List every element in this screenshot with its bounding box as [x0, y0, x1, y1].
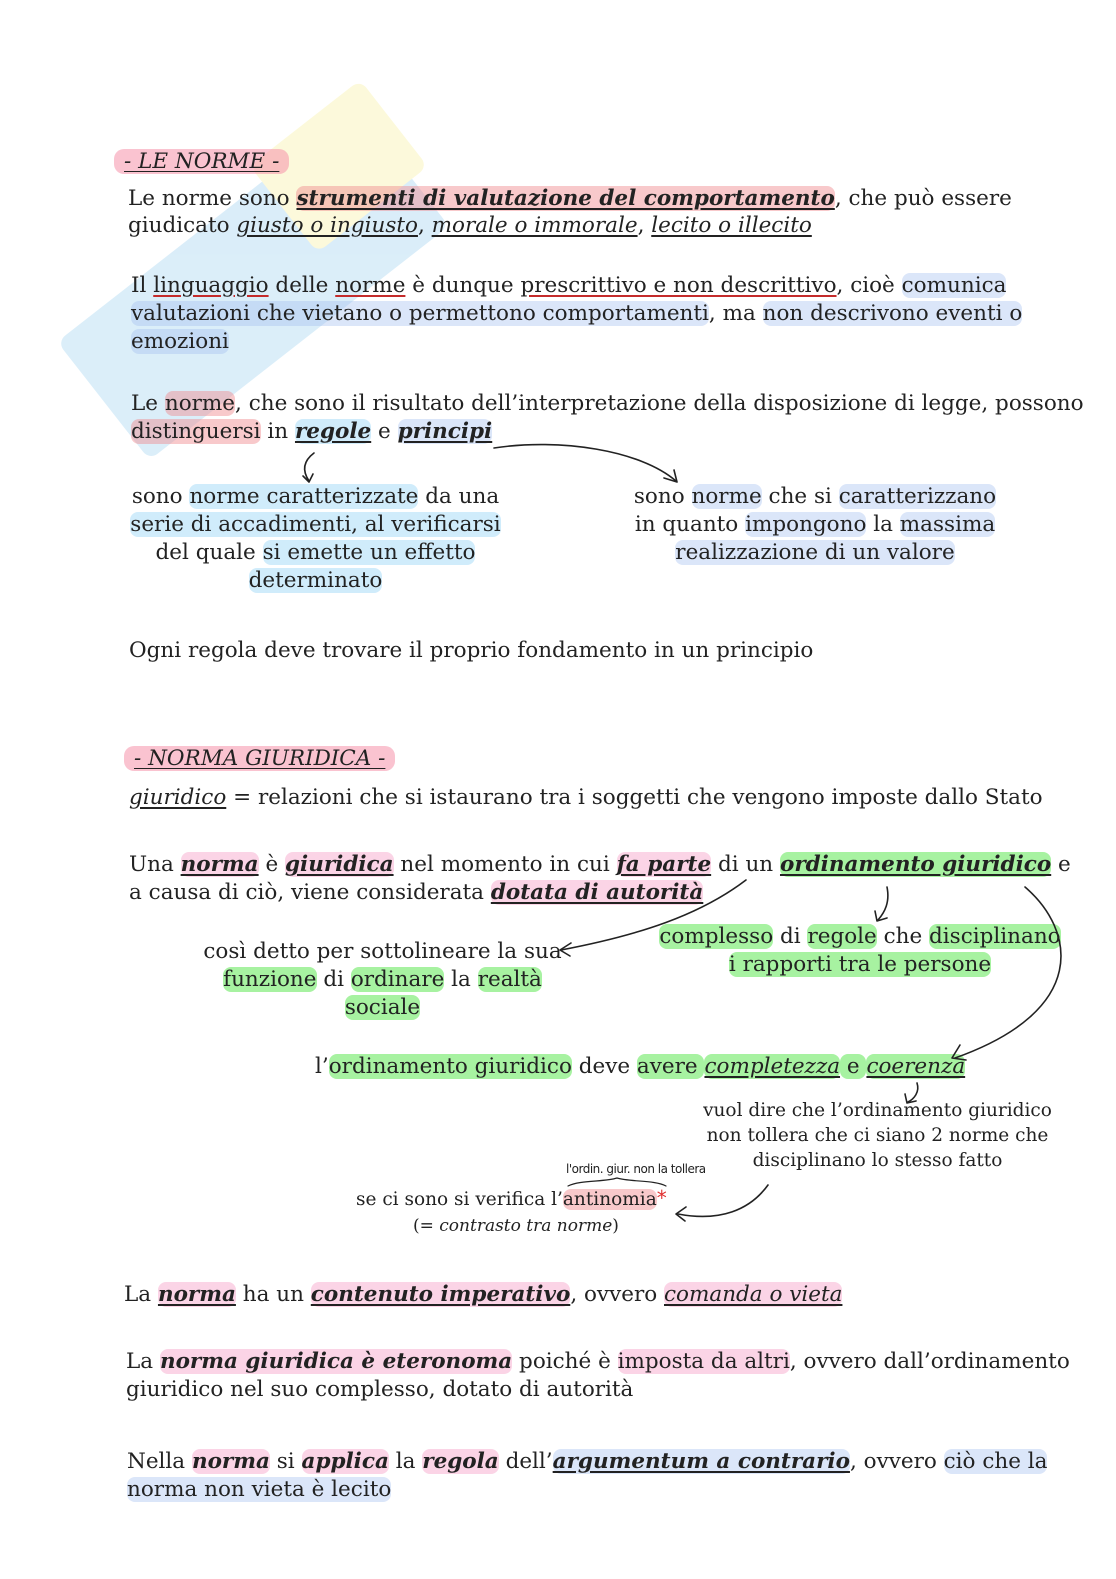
note-autorita: [190, 938, 575, 1022]
section-title-le-norme: - LE NORME -: [114, 148, 289, 176]
antinomia-definition: (= contrasto tra norme): [413, 1216, 619, 1236]
note-autorita-line3: sociale: [344, 995, 421, 1020]
asterisk-icon: *: [656, 1186, 667, 1210]
arrow-to-principi-def: [494, 445, 677, 482]
note-autorita-line2: funzione di ordinare la realtà: [223, 967, 542, 992]
paragraph-eteronoma-line2: giuridico nel suo complesso, dotato di autorità: [126, 1377, 634, 1402]
antinomia-line: se ci sono si verifica l’antinomia*: [356, 1186, 667, 1210]
paragraph-linguaggio-line3: emozioni: [131, 329, 229, 354]
regole-line2: serie di accadimenti, al verificarsi: [130, 512, 501, 537]
paragraph-argumentum-line2: norma non vieta è lecito: [127, 1477, 392, 1502]
principi-line1: sono norme che si caratterizzano: [633, 484, 997, 509]
arrow-ordinamento-note: [875, 887, 888, 921]
note-autorita-line1: così detto per sottolineare la sua: [203, 939, 562, 964]
paragraph-fondamento: Ogni regola deve trovare il proprio fondamento in un principio: [129, 638, 814, 663]
section-title-norma-giuridica: - NORMA GIURIDICA -: [124, 745, 395, 773]
paragraph-norma-giuridica-line2: a causa di ciò, viene considerata dotata di autorità: [129, 880, 704, 905]
note-coerenza-line2: non tollera che ci siano 2 norme che: [706, 1125, 1049, 1146]
paragraph-distinzione: Le norme, che sono il risultato dell’interpretazione della disposizione di legge, possono: [131, 391, 1084, 416]
arrow-to-regole-def: [303, 453, 314, 482]
principi-definition: [615, 483, 1015, 567]
note-coerenza: [680, 1098, 1075, 1173]
regole-line1: sono norme caratterizzate da una: [131, 484, 500, 509]
paragraph-linguaggio-line2: valutazioni che vietano o permettono comportamenti, ma non descrivono eventi o: [131, 301, 1023, 326]
paragraph-norme-def-line2: giudicato giusto o ingiusto, morale o immorale, lecito o illecito: [128, 213, 812, 238]
principi-line2: in quanto impongono la massima: [634, 512, 996, 537]
note-ordinamento-line1: complesso di regole che disciplinano: [659, 924, 1061, 949]
paragraph-linguaggio: Il linguaggio delle norme è dunque prescrittivo e non descrittivo, cioè comunica: [131, 273, 1007, 298]
paragraph-completezza: l’ordinamento giuridico deve avere completezza e coerenza: [315, 1054, 966, 1079]
paragraph-eteronoma: La norma giuridica è eteronoma poiché è imposta da altri, ovvero dall’ordinamento: [126, 1349, 1070, 1374]
paragraph-distinzione-line2: distinguersi in regole e principi: [131, 419, 493, 444]
paragraph-argumentum: Nella norma si applica la regola dell’argumentum a contrario, ovvero ciò che la: [127, 1449, 1048, 1474]
note-ordinamento: [650, 923, 1070, 979]
regole-definition: [118, 483, 513, 595]
arrow-antinomia: [676, 1185, 768, 1221]
paragraph-contenuto-imperativo: La norma ha un contenuto imperativo, ovvero comanda o vieta: [124, 1282, 843, 1307]
handwritten-note: l'ordin. giur. non la tollera: [566, 1162, 706, 1176]
regole-line3: del quale si emette un effetto: [155, 540, 476, 565]
regole-line4: determinato: [248, 568, 383, 593]
note-coerenza-line3: disciplinano lo stesso fatto: [752, 1150, 1003, 1171]
note-coerenza-line1: vuol dire che l’ordinamento giuridico: [703, 1100, 1052, 1121]
note-ordinamento-line2: i rapporti tra le persone: [728, 952, 992, 977]
principi-line3: realizzazione di un valore: [675, 540, 955, 565]
paragraph-norma-giuridica: Una norma è giuridica nel momento in cui fa parte di un ordinamento giuridico e: [129, 852, 1071, 877]
paragraph-giuridico-def: giuridico = relazioni che si istaurano tra i soggetti che vengono imposte dallo Stato: [129, 785, 1043, 810]
paragraph-norme-def: Le norme sono strumenti di valutazione del comportamento, che può essere: [128, 186, 1012, 211]
